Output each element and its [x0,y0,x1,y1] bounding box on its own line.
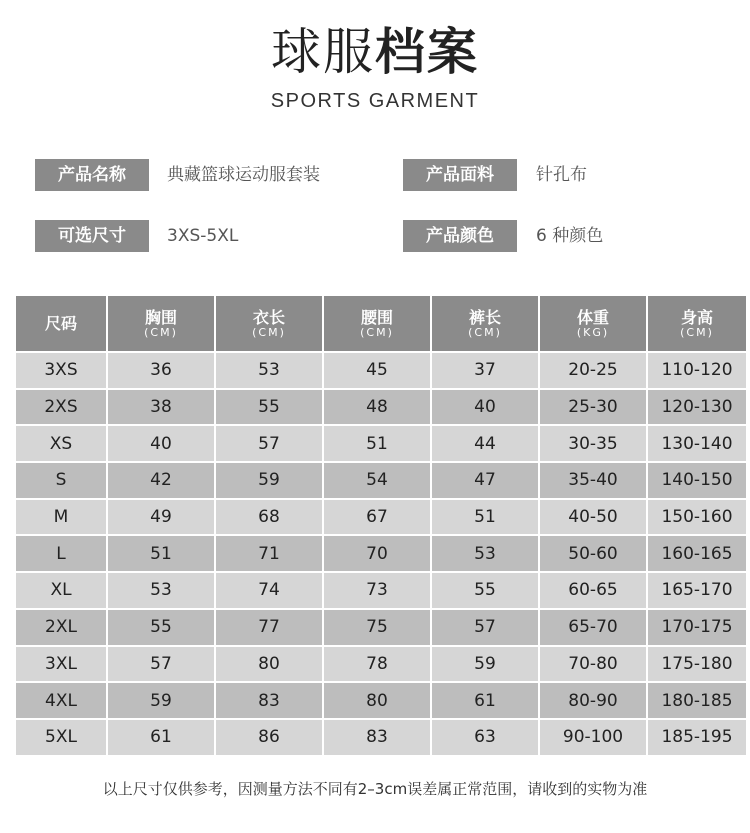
table-cell: 130-140 [648,426,746,461]
table-cell: XL [16,573,106,608]
table-cell: 3XL [16,647,106,682]
header-size: 尺码 [16,296,106,351]
table-cell: 40 [108,426,214,461]
table-cell: 42 [108,463,214,498]
table-cell: 54 [324,463,430,498]
table-cell: 77 [216,610,322,645]
table-cell: 49 [108,500,214,535]
table-cell: 180-185 [648,683,746,718]
table-cell: 51 [108,536,214,571]
header-waist: 腰围 (CM) [324,296,430,351]
product-color-value: 6 种颜色 [536,226,604,246]
table-cell: 83 [216,683,322,718]
table-cell: 57 [432,610,538,645]
table-cell: 67 [324,500,430,535]
table-cell: 45 [324,353,430,388]
table-cell: L [16,536,106,571]
table-cell: 57 [108,647,214,682]
table-row [16,536,746,571]
table-cell: 4XL [16,683,106,718]
table-cell: 59 [108,683,214,718]
page-title [0,22,750,82]
table-cell: 5XL [16,720,106,755]
table-cell: 75 [324,610,430,645]
table-cell: 120-130 [648,390,746,425]
table-cell: 48 [324,390,430,425]
table-row [16,683,746,718]
table-body [16,353,746,755]
table-cell: 20-25 [540,353,646,388]
table-cell: 51 [324,426,430,461]
table-cell: 80 [324,683,430,718]
product-color-label: 产品颜色 [403,220,517,252]
table-cell: 61 [108,720,214,755]
table-cell: 55 [108,610,214,645]
table-cell: 160-165 [648,536,746,571]
table-cell: 35-40 [540,463,646,498]
table-cell: 185-195 [648,720,746,755]
table-row [16,426,746,461]
table-row [16,720,746,755]
table-cell: S [16,463,106,498]
page-subtitle: SPORTS GARMENT [270,90,480,112]
table-cell: 80-90 [540,683,646,718]
product-fabric-label: 产品面料 [403,159,517,191]
table-cell: 40-50 [540,500,646,535]
title-bold: 档案 [375,23,479,81]
footer-note: 以上尺寸仅供参考，因测量方法不同有2–3cm误差属正常范围，请收到的实物为准 [102,780,648,798]
table-cell: 59 [216,463,322,498]
table-cell: 65-70 [540,610,646,645]
table-cell: 150-160 [648,500,746,535]
title-light: 球服 [271,23,375,81]
table-cell: 60-65 [540,573,646,608]
header-height: 身高 (CM) [648,296,746,351]
product-name-label: 产品名称 [35,159,149,191]
table-cell: 86 [216,720,322,755]
table-cell: 3XS [16,353,106,388]
table-row [16,610,746,645]
table-cell: 73 [324,573,430,608]
table-cell: 40 [432,390,538,425]
table-cell: 55 [432,573,538,608]
header-chest: 胸围 (CM) [108,296,214,351]
product-fabric-value: 针孔布 [536,165,587,185]
table-row [16,353,746,388]
table-row [16,463,746,498]
table-cell: 47 [432,463,538,498]
table-cell: XS [16,426,106,461]
table-cell: 25-30 [540,390,646,425]
table-cell: 30-35 [540,426,646,461]
table-header-row [16,296,746,351]
table-cell: 37 [432,353,538,388]
table-cell: 175-180 [648,647,746,682]
table-cell: 61 [432,683,538,718]
table-cell: 71 [216,536,322,571]
table-cell: 83 [324,720,430,755]
table-cell: 63 [432,720,538,755]
table-cell: 50-60 [540,536,646,571]
table-cell: 70 [324,536,430,571]
table-cell: 2XS [16,390,106,425]
table-cell: 74 [216,573,322,608]
table-cell: 38 [108,390,214,425]
header-weight: 体重 (KG) [540,296,646,351]
table-cell: 110-120 [648,353,746,388]
table-cell: 55 [216,390,322,425]
table-cell: 57 [216,426,322,461]
table-row [16,500,746,535]
table-row [16,573,746,608]
table-cell: 165-170 [648,573,746,608]
size-range-value: 3XS-5XL [167,226,239,246]
table-cell: 170-175 [648,610,746,645]
table-cell: 70-80 [540,647,646,682]
table-cell: 90-100 [540,720,646,755]
table-cell: 140-150 [648,463,746,498]
table-cell: 53 [108,573,214,608]
table-cell: 78 [324,647,430,682]
table-cell: 53 [216,353,322,388]
header-length: 衣长 (CM) [216,296,322,351]
product-name-value: 典藏篮球运动服套装 [167,165,320,185]
table-cell: 36 [108,353,214,388]
size-range-label: 可选尺寸 [35,220,149,252]
table-cell: M [16,500,106,535]
header-pants-length: 裤长 (CM) [432,296,538,351]
table-cell: 44 [432,426,538,461]
table-cell: 2XL [16,610,106,645]
table-cell: 59 [432,647,538,682]
table-cell: 80 [216,647,322,682]
table-cell: 53 [432,536,538,571]
table-cell: 68 [216,500,322,535]
size-chart-table [14,294,748,757]
table-cell: 51 [432,500,538,535]
table-row [16,647,746,682]
table-row [16,390,746,425]
